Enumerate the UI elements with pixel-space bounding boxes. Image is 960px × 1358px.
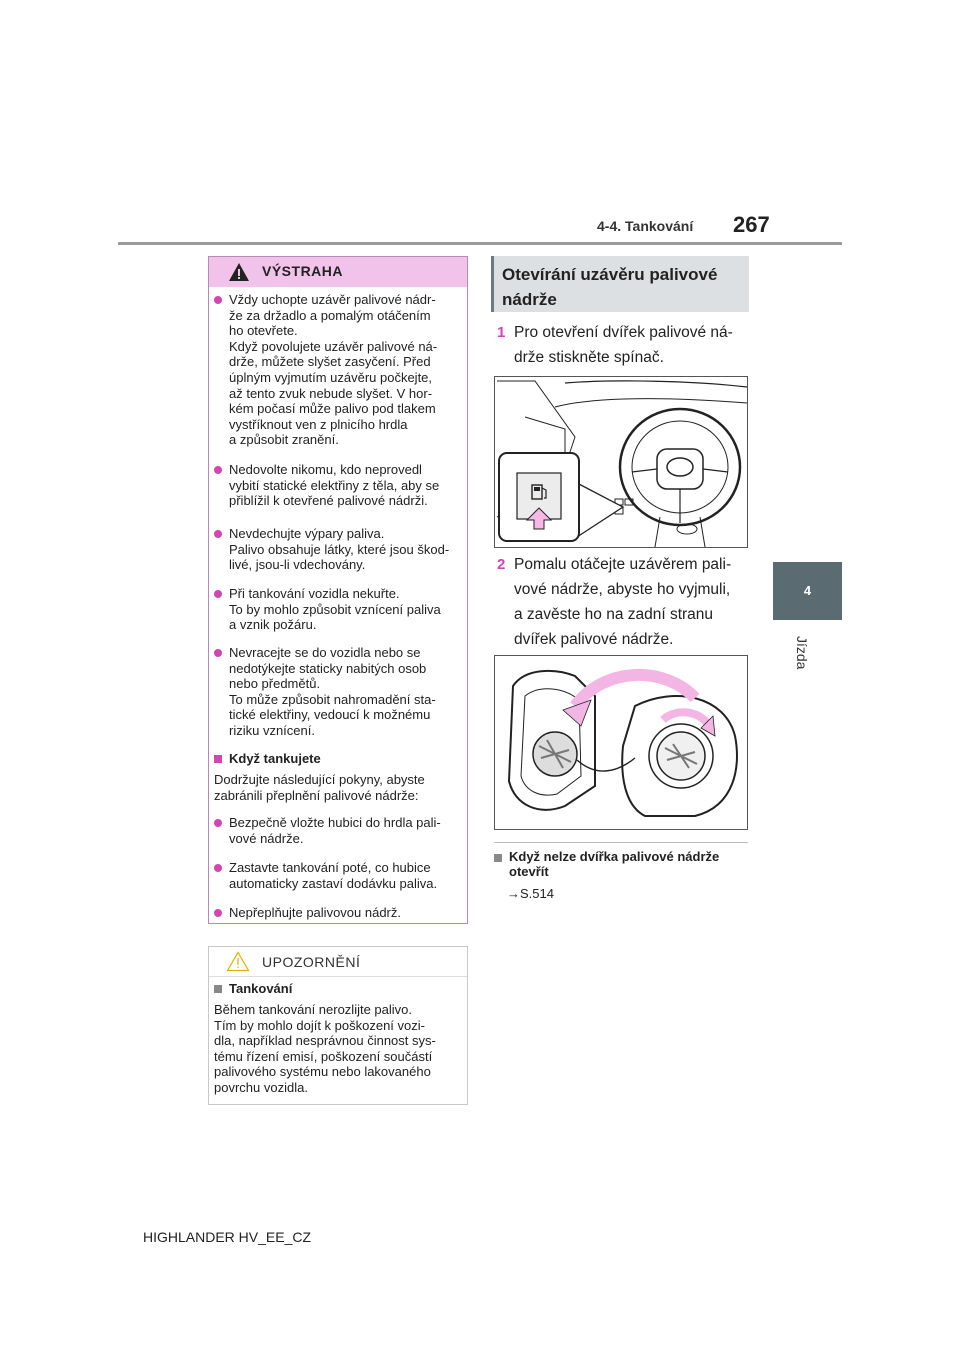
dashboard-illustration xyxy=(494,376,748,548)
notice-title: UPOZORNĚNÍ xyxy=(262,954,361,970)
section-title: Otevírání uzávěru palivové nádrže xyxy=(502,265,718,309)
warning-item-5: Nevracejte se do vozidla nebo se nedotýkejte staticky nabitých osob nebo předmětů. To může způsobit nahromadění sta- tické elektřiny, vedoucí k možnému riziku vznícení. xyxy=(229,645,436,738)
warning-item-2: Nedovolte nikomu, kdo neprovedl vybití statické elektřiny z těla, aby se přiblížil k otevřené palivové nádrži. xyxy=(229,462,440,509)
bullet-icon xyxy=(214,296,222,304)
square-bullet-icon xyxy=(214,985,222,993)
step-text: Pomalu otáčejte uzávěrem pali- vové nádrže, abyste ho vyjmuli, a zavěste ho na zadní stranu dvířek palivové nádrže. xyxy=(514,556,732,648)
chapter-tab: 4 xyxy=(773,562,842,620)
step-number: 2 xyxy=(497,556,506,573)
warning-subtext: Dodržujte následující pokyny, abyste zabránili přeplnění palivové nádrže: xyxy=(214,772,425,803)
warning-item-3: Nevdechujte výpary paliva. Palivo obsahuje látky, které jsou škod- livé, jsou-li vdechovány. xyxy=(229,526,450,573)
chapter-label: Jízda xyxy=(794,636,810,670)
warning-subheading: Když tankujete xyxy=(229,751,321,766)
warning-triangle-icon xyxy=(228,262,250,282)
page-reference-link[interactable]: →S.514 xyxy=(507,886,554,901)
footer-model: HIGHLANDER HV_EE_CZ xyxy=(143,1229,312,1245)
square-bullet-icon xyxy=(494,854,502,862)
note-heading: Když nelze dvířka palivové nádrže otevřít xyxy=(509,849,720,879)
section-header: 4-4. Tankování xyxy=(597,218,694,234)
warning-title: VÝSTRAHA xyxy=(262,263,344,279)
square-bullet-icon xyxy=(214,755,222,763)
bullet-icon xyxy=(214,649,222,657)
bullet-icon xyxy=(214,819,222,827)
caution-triangle-icon xyxy=(226,951,250,972)
bullet-icon xyxy=(214,864,222,872)
warning-item-1: Vždy uchopte uzávěr palivové nádr- že za držadlo a pomalým otáčením ho otevřete. Když povolujete uzávěr palivové ná- drže, můžete slyšet zasyčení. Před úplným vyjmutím uzávěru počkejte, až tento zvuk nebude slyšet. V hor- kém počasí může palivo pod tlakem vystříknout ven z plnicího hrdla a způsobit zranění. xyxy=(229,292,438,448)
bullet-icon xyxy=(214,909,222,917)
warning-subitem-3: Nepřeplňujte palivovou nádrž. xyxy=(229,905,401,920)
notice-text: Během tankování nerozlijte palivo. Tím by mohlo dojít k poškození vozi- dla, například nesprávnou činnost sys- tému řízení emisí, poškození součástí palivového systému nebo lakovaného povrchu vozidla. xyxy=(214,1002,436,1095)
bullet-icon xyxy=(214,590,222,598)
bullet-icon xyxy=(214,530,222,538)
warning-subitem-1: Bezpečně vložte hubici do hrdla pali- vové nádrže. xyxy=(229,815,441,846)
page-number: 267 xyxy=(733,212,770,237)
header-rule xyxy=(118,242,842,245)
notice-subheading: Tankování xyxy=(229,981,293,996)
fuel-cap-illustration xyxy=(494,655,748,830)
step-text: Pro otevření dvířek palivové ná- drže stiskněte spínač. xyxy=(514,324,733,366)
warning-item-4: Při tankování vozidla nekuřte. To by mohlo způsobit vznícení paliva a vznik požáru. xyxy=(229,586,441,633)
section-divider xyxy=(494,842,748,843)
warning-subitem-2: Zastavte tankování poté, co hubice automaticky zastaví dodávku paliva. xyxy=(229,860,438,891)
step-number: 1 xyxy=(497,324,506,341)
bullet-icon xyxy=(214,466,222,474)
